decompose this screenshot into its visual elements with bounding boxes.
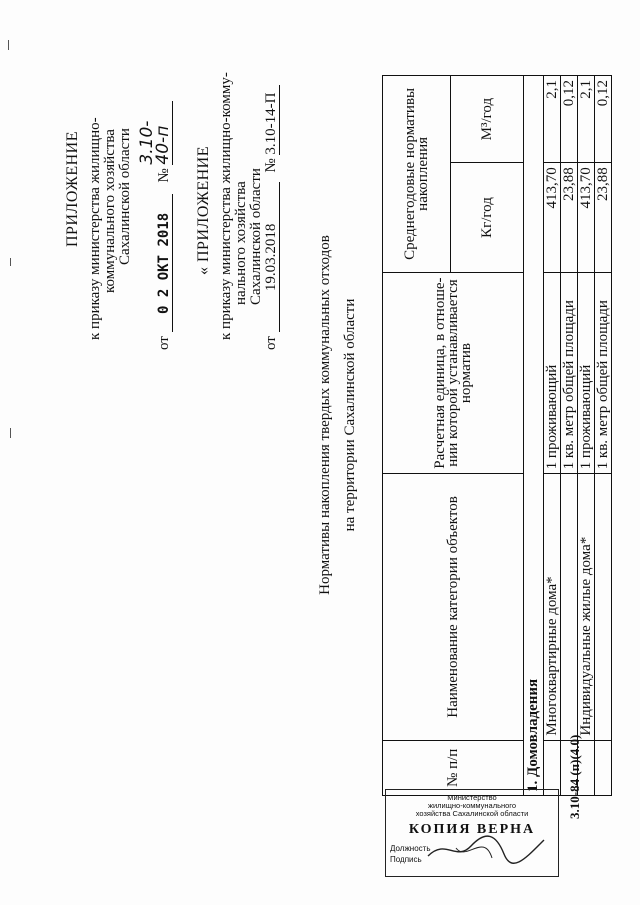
row-kg: 413,70 [578,163,595,273]
stamp-line1: Министерство [447,793,497,802]
stamp-line3: хозяйства Сахалинской области [415,809,529,818]
stamp-content [386,790,558,876]
stamp-main: КОПИЯ ВЕРНА [408,822,536,837]
appendix-number-field [137,101,173,165]
table-section-row [524,76,544,796]
header-norms: Среднегодовые нормативы накопления [383,76,451,273]
scan-mark [10,258,11,266]
appendix-date: 0 2 ОКТ 2018 [156,212,172,314]
stamp-line2: жилищно-коммунального [427,801,517,810]
row-m3: 2,1 [578,76,595,163]
previous-line3: Сахалинской области [248,168,264,305]
row-unit: 1 проживающий [578,272,595,474]
row-category [561,474,578,740]
previous-number-field [264,85,280,155]
previous-date-field [264,182,280,332]
appendix-line3: Сахалинской области [117,128,133,265]
appendix-title: ПРИЛОЖЕНИЕ [64,130,81,247]
table-row [544,76,561,796]
copy-stamp [385,789,559,877]
previous-number-label: № [263,158,279,173]
appendix-line2: коммунального хозяйства [102,129,118,293]
row-m3: 2,1 [544,76,561,163]
previous-date-line [264,0,280,350]
handwritten-signature-icon [426,828,546,868]
header-num: № п/п [383,740,524,795]
stamp-signature: Подпись [390,855,422,864]
table-header-row [383,76,451,796]
row-kg: 23,88 [561,163,578,273]
row-unit: 1 кв. метр общей площади [595,272,612,474]
row-category [595,474,612,740]
row-num [595,740,612,795]
table-row [595,76,612,796]
row-unit: 1 кв. метр общей площади [561,272,578,474]
appendix-date-field [157,194,173,332]
row-category: Многоквартирные дома* [544,474,561,740]
header-unit: Расчетная единица, в отноше-нии которой устанавливается норматив [383,272,524,474]
header-kg: Кг/год [451,163,524,273]
header-m3: М³/год [451,76,524,163]
row-category: Индивидуальные жилые дома* [578,474,595,740]
footer-code: 3.10-84 (п)(4.0) [567,734,582,819]
norms-table [382,75,612,796]
header-category: Наименование категории объектов [383,474,524,740]
row-m3: 0,12 [561,76,578,163]
scan-mark [8,40,9,50]
previous-from-label: от [263,336,279,350]
appendix-date-line [137,0,173,350]
row-m3: 0,12 [595,76,612,163]
appendix-number-label: № [156,168,172,183]
row-num [544,740,561,795]
previous-line2: нального хозяйства [233,181,249,305]
stamp-position: Должность [390,844,431,853]
previous-line1: к приказу министерства жилищно-комму- [218,72,234,340]
row-kg: 23,88 [595,163,612,273]
doc-title-line2: на территории Сахалинской области [342,298,358,532]
previous-number: 3.10-14-П [263,92,279,155]
doc-title-line1: Нормативы накопления твердых коммунальных отходов [317,235,333,595]
row-kg: 413,70 [544,163,561,273]
table-row [578,76,595,796]
section-title: 1. Домовладения [524,76,544,796]
row-unit: 1 проживающий [544,272,561,474]
scan-mark [10,428,11,438]
table-row [561,76,578,796]
previous-title: « ПРИЛОЖЕНИЕ [195,145,212,275]
appendix-number: 3.10-40-п [137,120,173,165]
appendix-line1: к приказу министерства жилищно- [87,117,103,340]
previous-date: 19.03.2018 [263,223,279,292]
appendix-from-label: от [156,336,172,350]
